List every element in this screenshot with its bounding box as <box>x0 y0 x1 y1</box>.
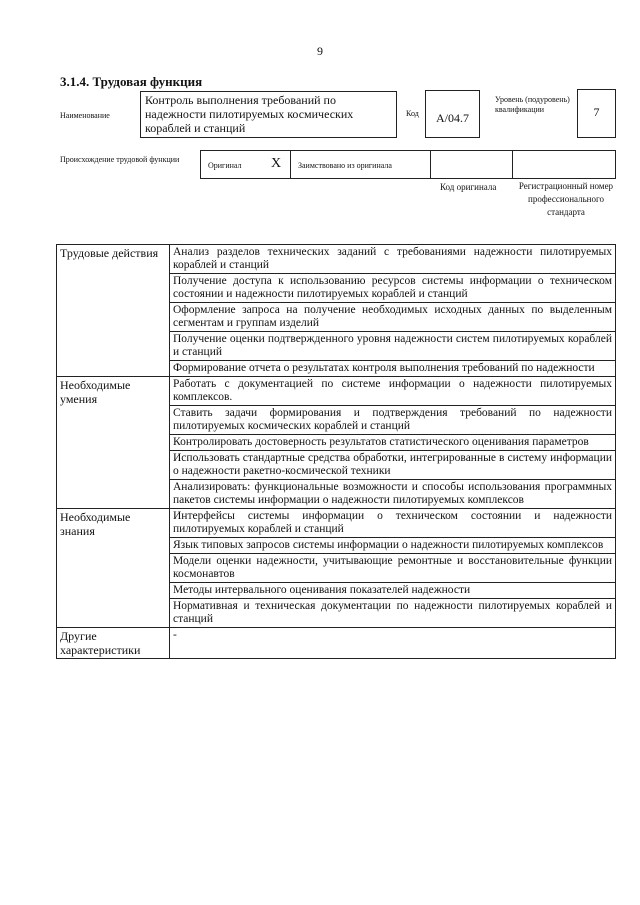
origin-label: Происхождение трудовой функции <box>60 155 180 164</box>
list-item: Контролировать достоверность результатов статистического оценивания параметров <box>170 435 616 451</box>
origin-borrowed-cell <box>291 151 431 178</box>
table-row <box>57 377 616 406</box>
list-item: Получение оценки подтвержденного уровня надежности систем пилотируемых кораблей и станций <box>170 332 616 361</box>
list-item: Получение доступа к использованию ресурсов системы информации о техническом состоянии и надежности пилотируемых кораблей и станций <box>170 274 616 303</box>
function-name-field: Контроль выполнения требований по надежности пилотируемых космических кораблей и станций <box>140 91 397 138</box>
list-item: Методы интервального оценивания показателей надежности <box>170 583 616 599</box>
origin-table <box>200 150 616 179</box>
list-item: Ставить задачи формирования и подтверждения требований по надежности пилотируемых космических кораблей и станций <box>170 406 616 435</box>
origin-original-mark: X <box>271 156 282 171</box>
name-label: Наименование <box>60 111 110 120</box>
origin-original-cell <box>201 151 291 178</box>
code-label: Код <box>406 109 419 118</box>
list-item: Оформление запроса на получение необходимых исходных данных по выделенным сегментам и группам изделий <box>170 303 616 332</box>
list-item: Нормативная и техническая документации по надежности пилотируемых кораблей и станций <box>170 599 616 628</box>
table-row <box>57 509 616 538</box>
section-header: Трудовые действия <box>57 245 170 377</box>
function-code-field: А/04.7 <box>425 90 480 138</box>
table-row <box>57 628 616 659</box>
section-header: Другие характеристики <box>57 628 170 659</box>
function-details-table <box>56 244 616 659</box>
origin-borrowed-label: Заимствовано из оригинала <box>298 161 392 170</box>
section-header: Необходимые умения <box>57 377 170 509</box>
list-item: Использовать стандартные средства обработки, интегрированные в систему информации о надежности ракетно-космической техники <box>170 451 616 480</box>
list-item: Анализ разделов технических заданий с требованиями надежности пилотируемых кораблей и станций <box>170 245 616 274</box>
section-title: 3.1.4. Трудовая функция <box>60 74 203 89</box>
code-original-caption: Код оригинала <box>440 182 497 192</box>
list-item: Работать с документацией по системе информации о надежности пилотируемых комплексов. <box>170 377 616 406</box>
list-item: Интерфейсы системы информации о техническом состоянии и надежности пилотируемых кораблей и станций <box>170 509 616 538</box>
qualification-level-field: 7 <box>577 89 616 138</box>
origin-original-label: Оригинал <box>208 161 242 170</box>
page-number: 9 <box>317 44 323 58</box>
origin-code-cell <box>431 151 513 178</box>
list-item: Формирование отчета о результатах контроля выполнения требований по надежности <box>170 361 616 377</box>
section-header: Необходимые знания <box>57 509 170 628</box>
list-item: Модели оценки надежности, учитывающие ремонтные и восстановительные функции космонавтов <box>170 554 616 583</box>
qualification-level-label: Уровень (подуровень) квалификации <box>495 95 570 114</box>
list-item: Язык типовых запросов системы информации о надежности пилотируемых комплексов <box>170 538 616 554</box>
list-item: Анализировать: функциональные возможности и способы использования программных пакетов системы информации о надежности пилотируемых комплексов <box>170 480 616 509</box>
registration-number-caption: Регистрационный номер профессионального стандарта <box>518 181 614 217</box>
list-item: - <box>170 628 616 659</box>
table-row <box>57 245 616 274</box>
